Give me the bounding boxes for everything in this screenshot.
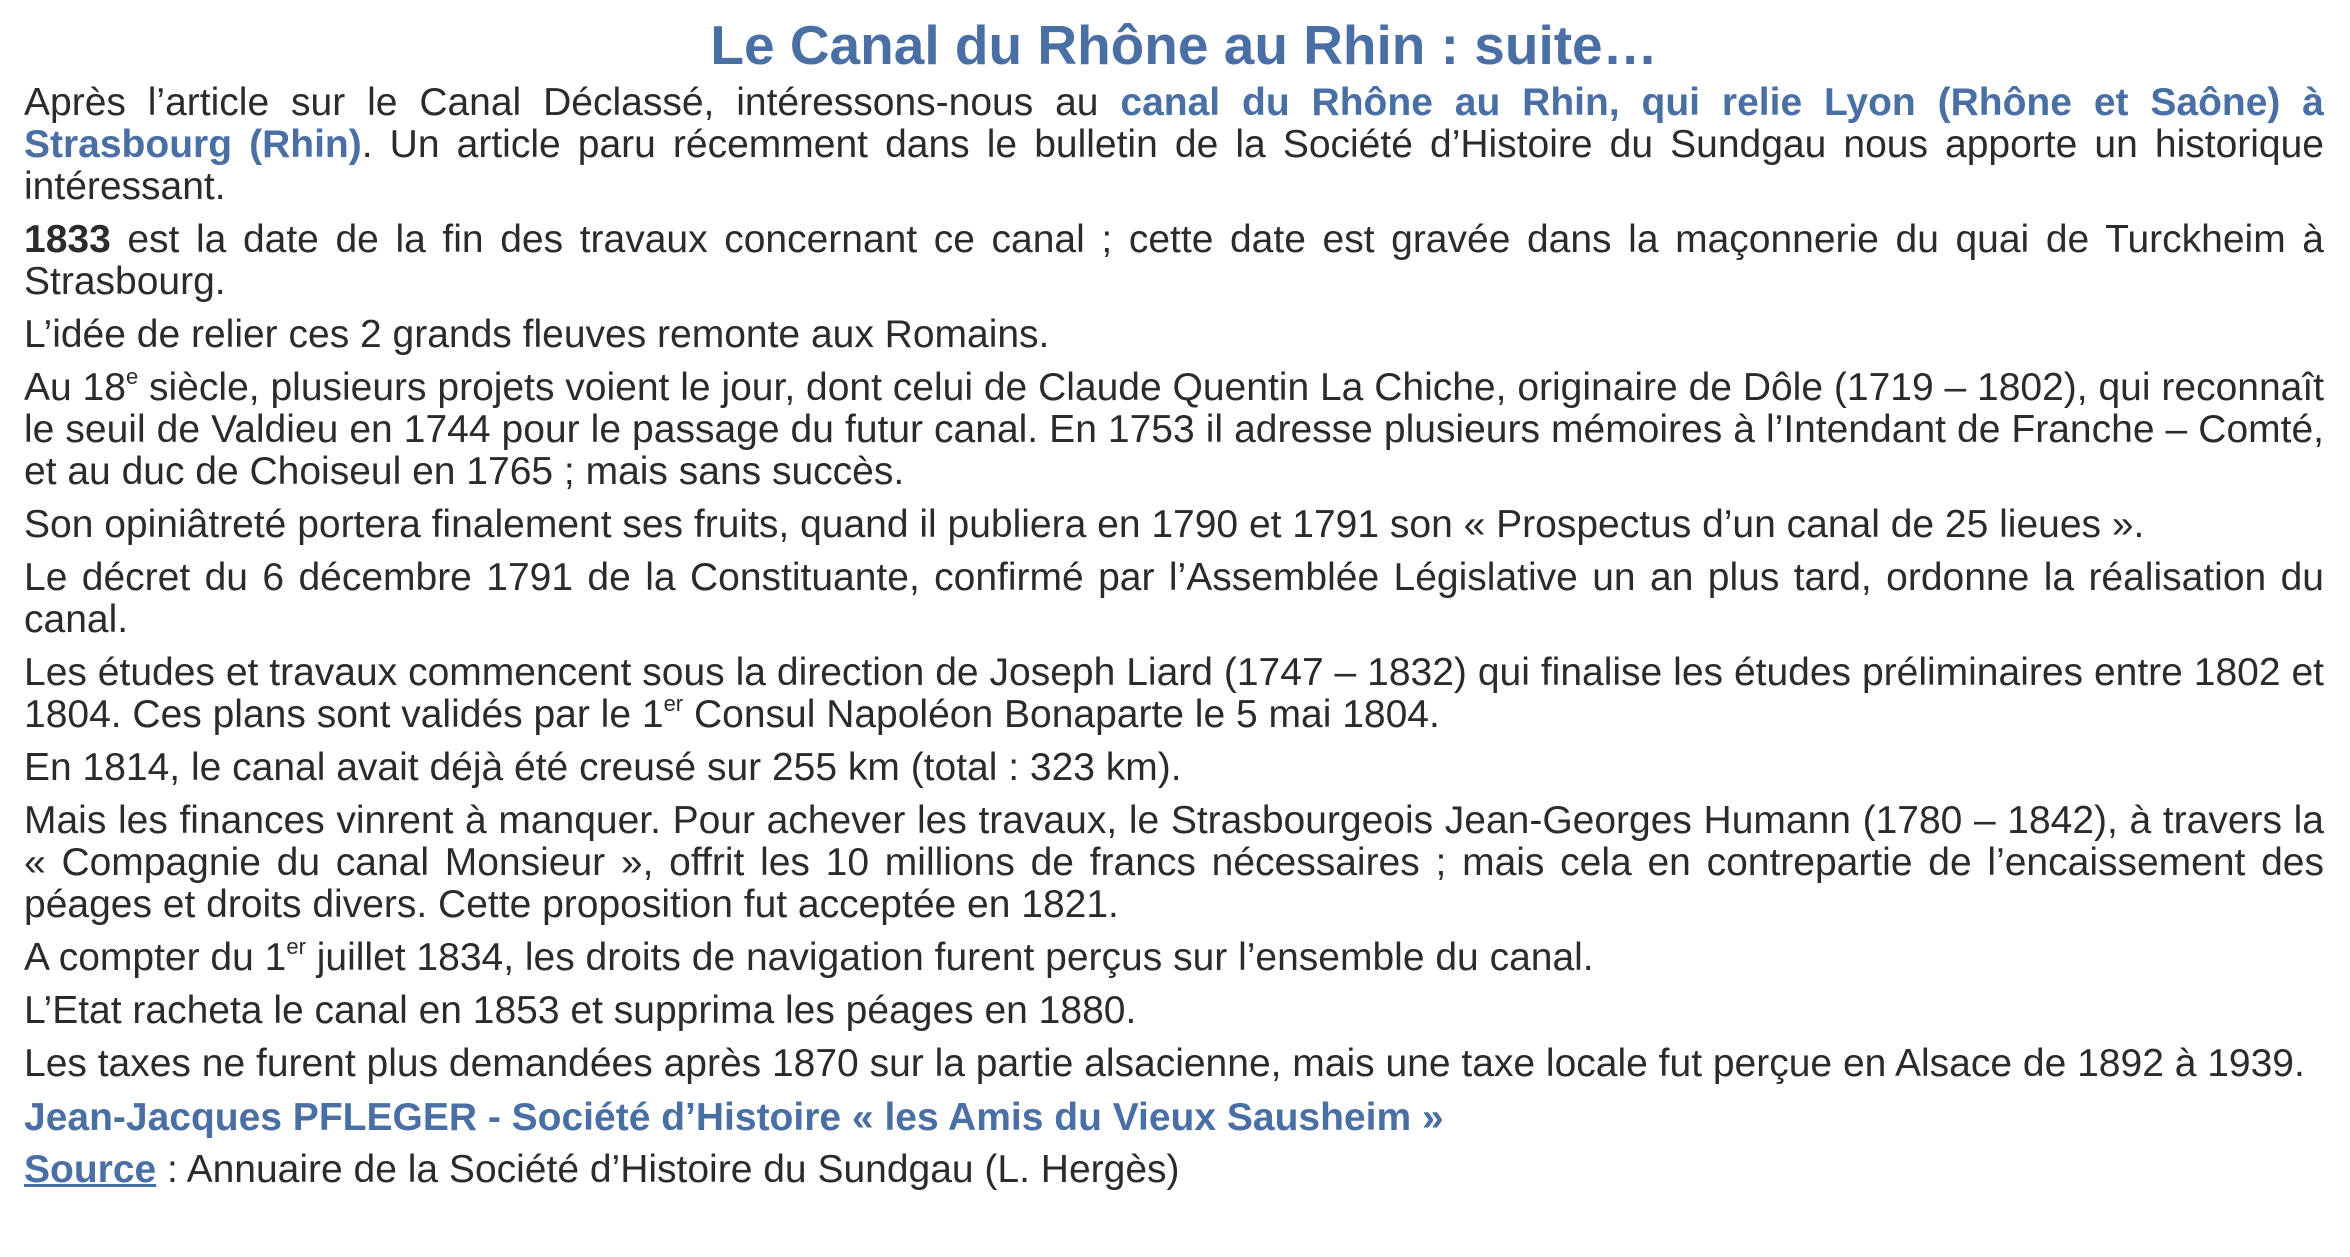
- paragraph-decree: Le décret du 6 décembre 1791 de la Constituante, confirmé par l’Assemblée Législative un an plus tard, ordonne la réalisation du canal.: [24, 556, 2324, 641]
- source-link[interactable]: Source: [24, 1148, 157, 1191]
- paragraph-studies: [24, 652, 2324, 736]
- paragraph-intro: [24, 82, 2324, 208]
- paragraph-1834: [24, 934, 2324, 979]
- intro-text-before: Après l’article sur le Canal Déclassé, intéressons-nous au: [24, 81, 1121, 124]
- canal-route-highlight: canal du Rhône au Rhin, qui relie Lyon (Rhône et Saône) à Strasbourg (Rhin): [24, 81, 2324, 166]
- paragraph-romans: L’idée de relier ces 2 grands fleuves remonte aux Romains.: [24, 313, 1050, 356]
- superscript-e: e: [125, 364, 139, 389]
- paragraph-state: L’Etat racheta le canal en 1853 et supprima les péages en 1880.: [24, 989, 1137, 1032]
- intro-text-after: . Un article paru récemment dans le bulletin de la Société d’Histoire du Sundgau nous apporte un historique intéressant.: [24, 123, 2324, 208]
- paragraph-finances: Mais les finances vinrent à manquer. Pour achever les travaux, le Strasbourgeois Jean-Georges Humann (1780 – 1842), à travers la « Compagnie du canal Monsieur », offrit les 10 millions de francs nécessaires ; mais cela en contrepartie de l’encaissement des péages et droits divers. Cette proposition fut acceptée en 1821.: [24, 799, 2324, 926]
- paragraph-18th-century: [24, 364, 2324, 493]
- paragraph-1833-text: est la date de la fin des travaux concernant ce canal ; cette date est gravée dans la maçonnerie du quai de Turckheim à Strasbourg.: [24, 218, 2324, 303]
- paragraph-studies-after: Consul Napoléon Bonaparte le 5 mai 1804.: [683, 693, 1440, 736]
- source-text: : Annuaire de la Société d’Histoire du Sundgau (L. Hergès): [156, 1148, 1180, 1191]
- paragraph-taxes: Les taxes ne furent plus demandées après 1870 sur la partie alsacienne, mais une taxe locale fut perçue en Alsace de 1892 à 1939.: [24, 1042, 2305, 1085]
- paragraph-1833: [24, 219, 2324, 303]
- paragraph-18th-century-after: siècle, plusieurs projets voient le jour, dont celui de Claude Quentin La Chiche, originaire de Dôle (1719 – 1802), qui reconnaît le seuil de Valdieu en 1744 pour le passage du futur canal. En 1753 il adresse plusieurs mémoires à l’Intendant de Franche – Comté, et au duc de Choiseul en 1765 ; mais sans succès.: [24, 366, 2324, 493]
- paragraph-studies-before: Les études et travaux commencent sous la direction de Joseph Liard (1747 – 1832) qui finalise les études préliminaires entre 1802 et 1804. Ces plans sont validés par le 1: [24, 651, 2324, 736]
- article-title: Le Canal du Rhône au Rhin : suite…: [710, 14, 1658, 76]
- year-1833: 1833: [24, 218, 111, 261]
- paragraph-1834-before: A compter du 1: [24, 936, 287, 979]
- paragraph-1814: En 1814, le canal avait déjà été creusé sur 255 km (total : 323 km).: [24, 746, 1182, 789]
- superscript-er: er: [663, 691, 684, 716]
- paragraph-prospectus: Son opiniâtreté portera finalement ses fruits, quand il publiera en 1790 et 1791 son « Prospectus d’un canal de 25 lieues ».: [24, 503, 2145, 546]
- paragraph-1834-after: juillet 1834, les droits de navigation furent perçus sur l’ensemble du canal.: [305, 936, 1594, 979]
- author-signature: Jean-Jacques PFLEGER - Société d’Histoire « les Amis du Vieux Sausheim »: [24, 1096, 1444, 1139]
- source-line: [24, 1148, 2324, 1192]
- paragraph-18th-century-before: Au 18: [24, 366, 126, 409]
- superscript-er-2: er: [286, 934, 306, 959]
- article: [24, 0, 2324, 1192]
